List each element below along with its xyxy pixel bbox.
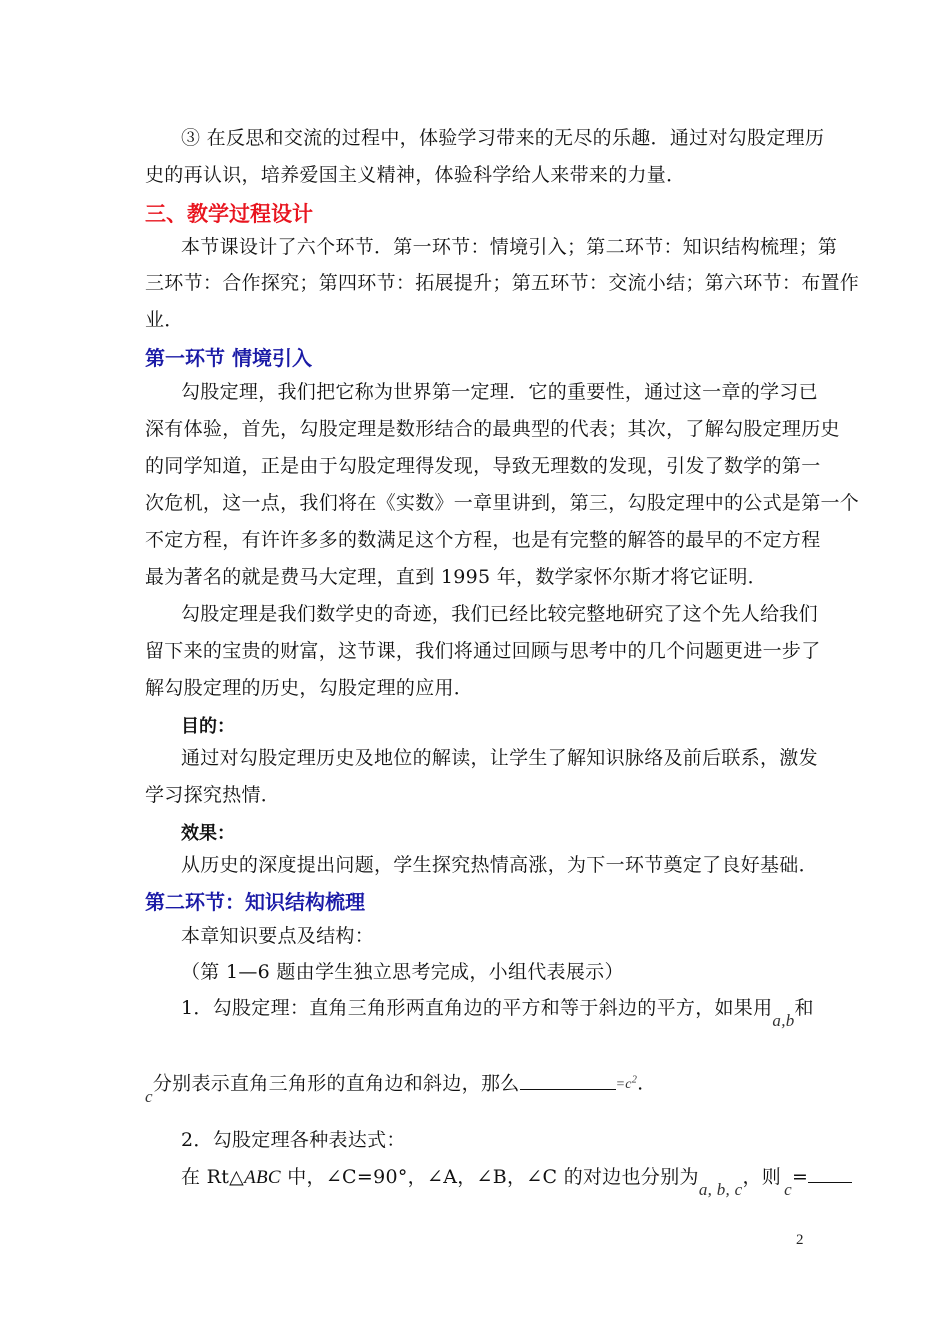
math-ab: a,b [772, 1011, 795, 1030]
math-eq-c: =c [615, 1076, 632, 1092]
paragraph-line: 最为著名的就是费马大定理，直到 1995 年，数学家怀尔斯才将它证明． [145, 566, 767, 588]
paragraph-line: 的同学知道，正是由于勾股定理得发现，导致无理数的发现，引发了数学的第一 [145, 455, 821, 477]
q2-eq: = [791, 1166, 809, 1188]
question-2-detail [181, 1164, 810, 1199]
q2-text-c: ，则 [742, 1166, 782, 1188]
paragraph-line: 本章知识要点及结构： [181, 925, 375, 947]
q2-text-b: 中，∠C=90°，∠A，∠B，∠C 的对边也分别为 [280, 1166, 699, 1188]
paragraph-line: ③ 在反思和交流的过程中，体验学习带来的无尽的乐趣．通过对勾股定理历 [181, 127, 825, 149]
paragraph-line: 解勾股定理的历史，勾股定理的应用． [145, 677, 474, 699]
paragraph-line: 勾股定理，我们把它称为世界第一定理．它的重要性，通过这一章的学习已 [181, 381, 818, 403]
question-1-end: . [637, 1072, 644, 1095]
paragraph-line: 不定方程，有许许多多的数满足这个方程，也是有完整的解答的最早的不定方程 [145, 529, 821, 551]
paragraph-line: （第 1—6 题由学生独立思考完成，小组代表展示） [181, 961, 624, 983]
paragraph-line: 三环节：合作探究；第四环节：拓展提升；第五环节：交流小结；第六环节：布置作 [145, 272, 860, 294]
purpose-heading: 目的： [181, 716, 235, 737]
q2-text-a: 在 Rt△ [181, 1166, 245, 1188]
question-2-line: 2．勾股定理各种表达式： [181, 1129, 406, 1151]
question-1-text: 1．勾股定理：直角三角形两直角边的平方和等于斜边的平方，如果用 [181, 997, 773, 1019]
math-abc: a, b, c [698, 1180, 743, 1199]
subsection-heading-1: 第一环节 情境引入 [145, 346, 312, 370]
paragraph-line: 深有体验，首先，勾股定理是数形结合的最典型的代表；其次，了解勾股定理历史 [145, 418, 840, 440]
paragraph-line: 通过对勾股定理历史及地位的解读，让学生了解知识脉络及前后联系，激发 [181, 747, 818, 769]
paragraph-line: 史的再认识，培养爱国主义精神，体验科学给人来带来的力量． [145, 164, 686, 186]
math-c: c [145, 1086, 153, 1106]
effect-heading: 效果： [181, 823, 235, 844]
answer-blank-2[interactable] [808, 1164, 852, 1183]
paragraph-line: 勾股定理是我们数学史的奇迹，我们已经比较完整地研究了这个先人给我们 [181, 603, 818, 625]
math-superscript: 2 [631, 1074, 638, 1085]
paragraph-line: 从历史的深度提出问题，学生探究热情高涨，为下一环节奠定了良好基础． [181, 854, 818, 876]
paragraph-line: 留下来的宝贵的财富，这节课，我们将通过回顾与思考中的几个问题更进一步了 [145, 640, 821, 662]
math-c2: c [784, 1180, 792, 1199]
paragraph-line: 次危机，这一点，我们将在《实数》一章里讲到，第三，勾股定理中的公式是第一个 [145, 492, 860, 514]
triangle-abc: ABC [244, 1167, 281, 1188]
paragraph-line: 学习探究热情． [145, 784, 281, 806]
question-1-and: 和 [794, 997, 814, 1019]
question-1-line [181, 996, 814, 1030]
question-1-continuation [145, 1070, 810, 1106]
paragraph-line: 业． [145, 309, 184, 331]
answer-blank[interactable] [520, 1071, 616, 1090]
section-heading-3: 三、教学过程设计 [145, 202, 313, 226]
subsection-heading-2: 第二环节：知识结构梳理 [145, 890, 365, 914]
paragraph-line: 本节课设计了六个环节．第一环节：情境引入；第二环节：知识结构梳理；第 [181, 236, 838, 258]
page-number: 2 [796, 1232, 804, 1248]
question-1-text-2: 分别表示直角三角形的直角边和斜边，那么 [152, 1072, 520, 1095]
